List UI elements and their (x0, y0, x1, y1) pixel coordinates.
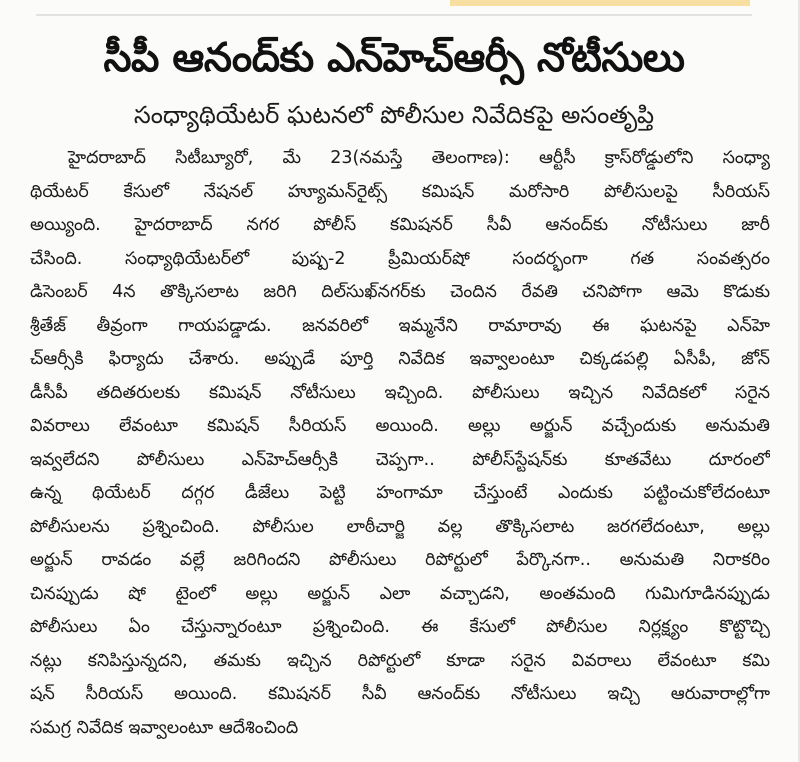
article-headline: సీపీ ఆనంద్‌కు ఎన్‌హెచ్‌ఆర్సీ నోటీసులు (103, 35, 685, 81)
top-accent-strip (450, 0, 750, 6)
body-line: హైదరాబాద్ సిటీబ్యూరో, మే 23(నమస్తే తెలంగాణ): ఆర్టీసీ క్రాస్‌రోడ్డులోని సంధ్యా (68, 148, 770, 168)
body-line: పోలీసులు ఏం చేస్తున్నారంటూ ప్రశ్నించింది. ఈ కేసులో పోలీసుల నిర్లక్ష్యం కొట్టొచ్చి (30, 617, 770, 637)
article-body (30, 142, 770, 745)
body-line: చేసింది. సంధ్యాథియేటర్‌లో పుష్ప-2 ప్రీమియర్‌షో సందర్భంగా గత సంవత్సరం (30, 248, 770, 269)
top-divider (36, 14, 752, 16)
body-line: సమగ్ర నివేదిక ఇవ్వాలంటూ ఆదేశించింది (30, 717, 299, 738)
body-line: డీసీపీ తదితరులకు కమిషన్ నోటీసులు ఇచ్చింది. పోలీసులు ఇచ్చిన నివేదికలో సరైన (30, 382, 770, 403)
body-line: చినప్పుడు షో టైంలో అల్లు అర్జున్ ఎలా వచ్చాడని, అంతమంది గుమిగూడినప్పుడు (30, 583, 770, 604)
body-line: డిసెంబర్ 4న తొక్కిసలాట జరిగి దిల్‌సుఖ్‌నగర్‌కు చెందిన రేవతి చనిపోగా ఆమె కొడుకు (30, 282, 770, 302)
body-line: ఉన్న థియేటర్ దగ్గర డీజేలు పెట్టి హంగామా చేస్తుంటే ఎందుకు పట్టించుకోలేదంటూ (30, 483, 770, 503)
body-line: శ్రీతేజ్ తీవ్రంగా గాయపడ్డాడు. జనవరిలో ఇమ్మనేని రామారావు ఈ ఘటనపై ఎన్‌హె (30, 315, 770, 336)
article-subheadline: సంధ్యాథియేటర్ ఘటనలో పోలీసుల నివేదికపై అసంతృప్తి (133, 101, 655, 129)
body-line: థియేటర్ కేసులో నేషనల్ హ్యూమన్‌రైట్స్ కమిషన్ మరోసారి పోలీసులపై సీరియస్ (30, 181, 770, 202)
body-line: షన్ సీరియస్ అయింది. కమిషనర్ సీవీ ఆనంద్‌కు నోటీసులు ఇచ్చి ఆరువారాల్లోగా (30, 684, 770, 704)
body-line: వివరాలు లేవంటూ కమిషన్ సీరియస్ అయింది. అల్లు అర్జున్ వచ్చేందుకు అనుమతి (30, 416, 770, 436)
body-line: ఇవ్వలేదని పోలీసులు ఎన్‌హెచ్‌ఆర్సీకి చెప్పగా.. పోలీస్‌స్టేషన్‌కు కూతవేటు దూరంలో (30, 449, 770, 470)
body-line: చ్‌ఆర్సీకి ఫిర్యాదు చేశారు. అప్పుడే పూర్తి నివేదిక ఇవ్వాలంటూ చిక్కడపల్లి ఏసీపీ, జోన్ (30, 349, 770, 369)
body-line: అర్జున్ రావడం వల్లే జరిగిందని పోలీసులు రిపోర్టులో పేర్కొనగా.. అనుమతి నిరాకరిం (30, 550, 770, 570)
body-line: అయ్యింది. హైదరాబాద్ నగర పోలీస్ కమిషనర్ సీవీ ఆనంద్‌కు నోటీసులు జారీ (30, 215, 770, 235)
body-line: పోలీసులను ప్రశ్నించింది. పోలీసుల లాఠీచార్జి వల్ల తొక్కిసలాట జరగలేదంటూ, అల్లు (30, 516, 770, 537)
body-line: నట్లు కనిపిస్తున్నదని, తమకు ఇచ్చిన రిపోర్టులో కూడా సరైన వివరాలు లేవంటూ కమి (30, 650, 770, 671)
